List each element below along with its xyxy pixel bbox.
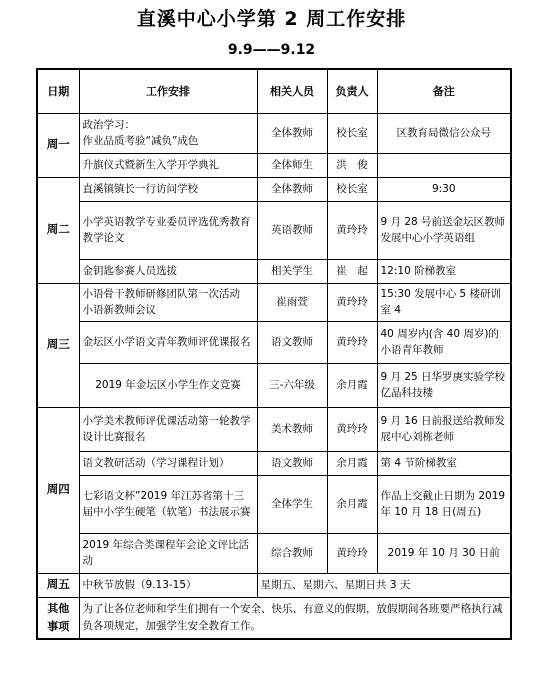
- header-notes: 备注: [377, 69, 511, 113]
- work-cell: 小语骨干教师研修团队第一次活动 小语新教师会议: [79, 283, 257, 321]
- work-cell: 语文教研活动（学习课程计划）: [79, 451, 257, 475]
- work-cell: 政治学习： 作业品质考验“减负”成色: [79, 113, 257, 153]
- notes-cell: [377, 153, 511, 177]
- owner-cell: 黄玲玲: [327, 407, 377, 451]
- owner-cell: 余月霞: [327, 475, 377, 533]
- header-owner: 负责人: [327, 69, 377, 113]
- notes-cell: 作品上交截止日期为 2019 年 10 月 18 日(周五): [377, 475, 511, 533]
- schedule-table: [36, 68, 512, 640]
- table-row: [37, 451, 511, 475]
- header-work: 工作安排: [79, 69, 257, 113]
- work-cell: 2019 年金坛区小学生作文竞赛: [79, 363, 257, 407]
- other-label-line1: 其他: [47, 602, 70, 616]
- work-cell: 中秋节放假（9.13-15）: [79, 573, 257, 597]
- owner-cell: 黄玲玲: [327, 321, 377, 363]
- owner-cell: 洪 俊: [327, 153, 377, 177]
- work-cell: 七彩语文杯”2019 年江苏省第十三届中小学生硬笔（软笔）书法展示赛: [79, 475, 257, 533]
- owner-cell: 黄玲玲: [327, 283, 377, 321]
- owner-cell: 黄玲玲: [327, 201, 377, 259]
- work-cell: 小学美术教师评优课活动第一轮教学设计比赛报名: [79, 407, 257, 451]
- day-label-thu: 周四: [37, 407, 79, 573]
- staff-cell: 全体师生: [257, 153, 327, 177]
- header-staff: 相关人员: [257, 69, 327, 113]
- work-cell: 金坛区小学语文青年教师评优课报名: [79, 321, 257, 363]
- notes-cell: 15:30 发展中心 5 楼研训室 4: [377, 283, 511, 321]
- notes-cell: 9 月 25 日华罗庚实验学校亿晶科技楼: [377, 363, 511, 407]
- table-row: [37, 533, 511, 573]
- table-row: [37, 177, 511, 201]
- table-row: [37, 363, 511, 407]
- table-row: [37, 573, 511, 597]
- staff-cell: 相关学生: [257, 259, 327, 283]
- staff-cell: 语文教师: [257, 321, 327, 363]
- other-label: [37, 597, 79, 639]
- table-row: [37, 407, 511, 451]
- work-cell: 直溪镇镇长一行访问学校: [79, 177, 257, 201]
- owner-cell: 余月霞: [327, 363, 377, 407]
- other-text: 为了让各位老师和学生们拥有一个安全、快乐、有意义的假期，放假期间各班要严格执行减负各项规定，加强学生安全教育工作。: [79, 597, 511, 639]
- notes-cell: 40 周岁内(含 40 周岁)的小语青年教师: [377, 321, 511, 363]
- work-cell: 金钥匙参赛人员选拔: [79, 259, 257, 283]
- work-cell: 升旗仪式暨新生入学开学典礼: [79, 153, 257, 177]
- notes-cell: 2019 年 10 月 30 日前: [377, 533, 511, 573]
- owner-cell: 黄玲玲: [327, 533, 377, 573]
- notes-cell: 第 4 节阶梯教室: [377, 451, 511, 475]
- table-header-row: [37, 69, 511, 113]
- day-label-tue: 周二: [37, 177, 79, 283]
- staff-cell: 综合教师: [257, 533, 327, 573]
- other-label-line2: 事项: [47, 619, 70, 633]
- work-cell: 2019 年综合类课程年会论文评比活动: [79, 533, 257, 573]
- staff-cell: 全体教师: [257, 177, 327, 201]
- day-label-wed: 周三: [37, 283, 79, 407]
- notes-cell: 星期五、星期六、星期日共 3 天: [257, 573, 511, 597]
- notes-cell: 9:30: [377, 177, 511, 201]
- page-title: 直溪中心小学第 2 周工作安排: [136, 8, 407, 30]
- owner-cell: 余月霞: [327, 451, 377, 475]
- table-row: [37, 153, 511, 177]
- table-row: [37, 113, 511, 153]
- work-cell: 小学英语教学专业委员评选优秀教育教学论文: [79, 201, 257, 259]
- owner-cell: 崔 起: [327, 259, 377, 283]
- date-range: 9.9——9.12: [227, 42, 316, 58]
- table-row: [37, 201, 511, 259]
- notes-cell: 9 月 28 号前送金坛区教师发展中心小学英语组: [377, 201, 511, 259]
- notes-cell: 区教育局微信公众号: [377, 113, 511, 153]
- header-date: 日期: [37, 69, 79, 113]
- staff-cell: 崔雨萱: [257, 283, 327, 321]
- notes-cell: 12:10 阶梯教室: [377, 259, 511, 283]
- staff-cell: 英语教师: [257, 201, 327, 259]
- day-label-fri: 周五: [37, 573, 79, 597]
- day-label-mon: 周一: [37, 113, 79, 177]
- owner-cell: 校长室: [327, 177, 377, 201]
- table-row: [37, 321, 511, 363]
- staff-cell: 三-六年级: [257, 363, 327, 407]
- staff-cell: 美术教师: [257, 407, 327, 451]
- staff-cell: 全体学生: [257, 475, 327, 533]
- table-row: [37, 283, 511, 321]
- table-row-other: [37, 597, 511, 639]
- table-row: [37, 259, 511, 283]
- staff-cell: 全体教师: [257, 113, 327, 153]
- staff-cell: 语文教师: [257, 451, 327, 475]
- owner-cell: 校长室: [327, 113, 377, 153]
- table-row: [37, 475, 511, 533]
- notes-cell: 9 月 16 日前报送给教师发展中心刘栋老师: [377, 407, 511, 451]
